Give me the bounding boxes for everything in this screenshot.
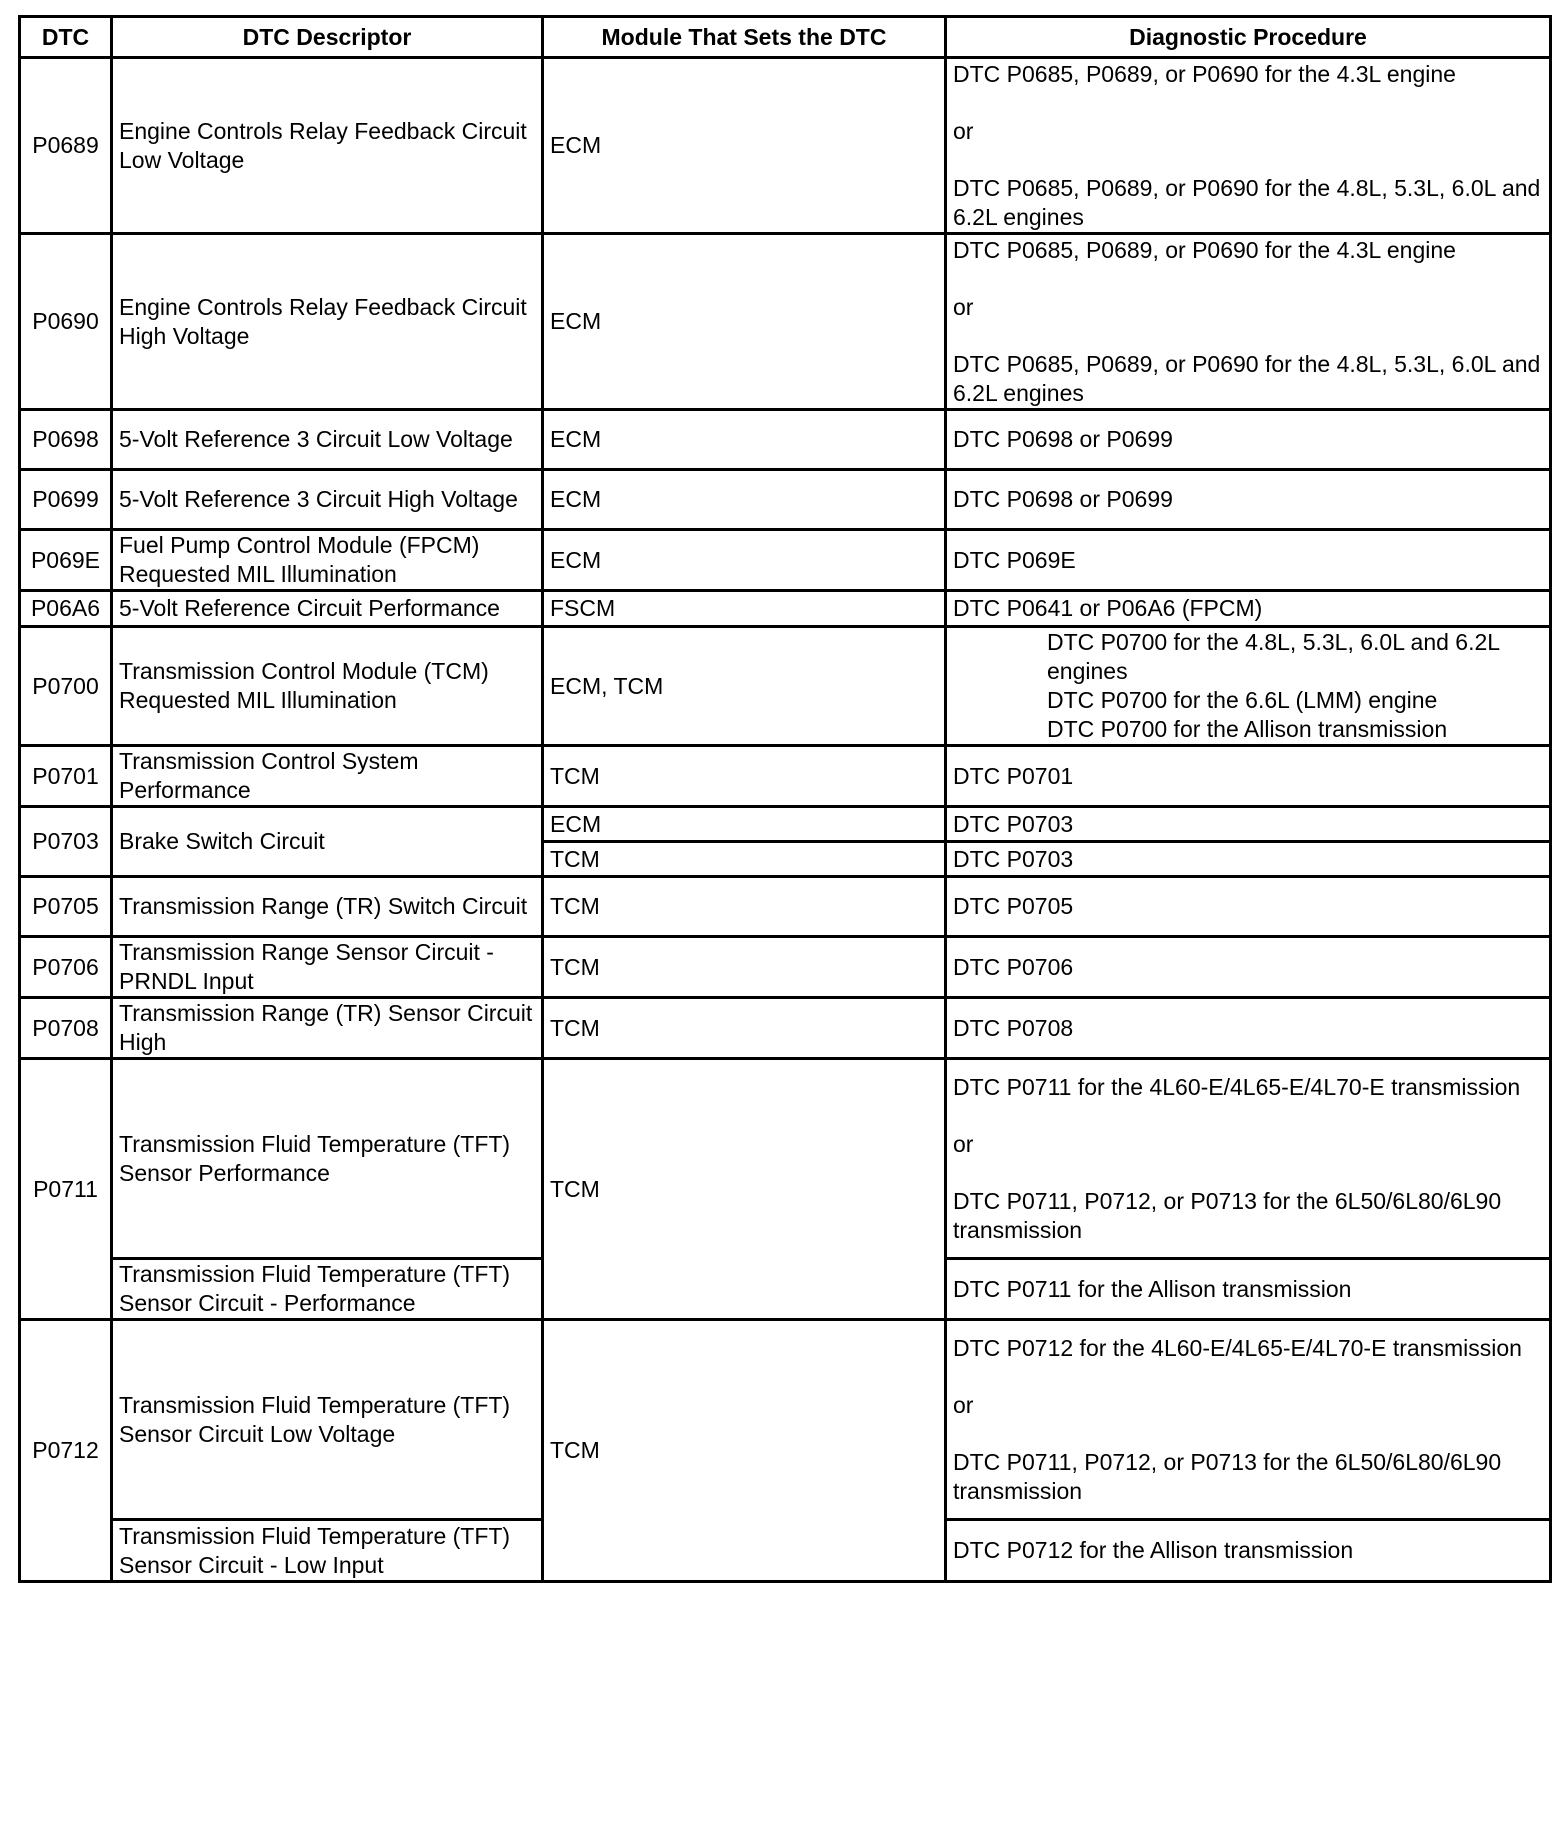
dtc-module: ECM xyxy=(543,470,946,530)
dtc-module: ECM xyxy=(543,58,946,234)
procedure-link[interactable]: DTC P0685, P0689, or P0690 for the 4.8L, 5.3L, 6.0L and 6.2L engines xyxy=(953,174,1541,230)
dtc-descriptor: Transmission Fluid Temperature (TFT) Sensor Circuit - Performance xyxy=(112,1259,543,1320)
header-dtc: DTC xyxy=(20,17,112,58)
dtc-code: P0689 xyxy=(20,58,112,234)
dtc-procedure xyxy=(946,1320,1551,1520)
table-row xyxy=(20,937,1551,998)
table-row xyxy=(20,877,1551,937)
dtc-code: P0699 xyxy=(20,470,112,530)
dtc-descriptor: Brake Switch Circuit xyxy=(112,807,543,877)
dtc-descriptor: Transmission Range (TR) Sensor Circuit High xyxy=(112,998,543,1059)
procedure-link[interactable]: DTC P0701 xyxy=(946,746,1551,807)
dtc-procedure xyxy=(946,58,1551,234)
dtc-descriptor: Transmission Fluid Temperature (TFT) Sensor Circuit - Low Input xyxy=(112,1520,543,1582)
dtc-descriptor: Engine Controls Relay Feedback Circuit High Voltage xyxy=(112,234,543,410)
dtc-module: ECM xyxy=(543,410,946,470)
table-row xyxy=(20,234,1551,410)
procedure-link[interactable]: DTC P0711, P0712, or P0713 for the 6L50/6L80/6L90 transmission xyxy=(953,1187,1502,1243)
dtc-module: ECM xyxy=(543,530,946,591)
dtc-code: P0706 xyxy=(20,937,112,998)
dtc-procedure xyxy=(946,234,1551,410)
table-row xyxy=(20,627,1551,746)
procedure-link[interactable]: DTC P069E xyxy=(946,530,1551,591)
table-row xyxy=(20,530,1551,591)
dtc-code: P0703 xyxy=(20,807,112,877)
procedure-link[interactable]: DTC P0700 for the Allison transmission xyxy=(1047,716,1448,742)
dtc-module: TCM xyxy=(543,877,946,937)
table-row xyxy=(20,410,1551,470)
procedure-or: or xyxy=(953,117,974,144)
dtc-code: P0705 xyxy=(20,877,112,937)
dtc-descriptor: 5-Volt Reference 3 Circuit High Voltage xyxy=(112,470,543,530)
dtc-descriptor: Transmission Control Module (TCM) Requested MIL Illumination xyxy=(112,627,543,746)
procedure-link[interactable]: DTC P0711 for the Allison transmission xyxy=(946,1259,1551,1320)
table-row xyxy=(20,58,1551,234)
dtc-table xyxy=(18,15,1552,1583)
procedure-link[interactable]: DTC P0712 for the Allison transmission xyxy=(946,1520,1551,1582)
table-row xyxy=(20,807,1551,842)
dtc-descriptor: Engine Controls Relay Feedback Circuit Low Voltage xyxy=(112,58,543,234)
dtc-module: TCM xyxy=(543,1059,946,1320)
dtc-module: ECM xyxy=(543,234,946,410)
table-row xyxy=(20,746,1551,807)
procedure-link[interactable]: DTC P0685, P0689, or P0690 for the 4.8L, 5.3L, 6.0L and 6.2L engines xyxy=(953,350,1541,406)
dtc-descriptor: 5-Volt Reference 3 Circuit Low Voltage xyxy=(112,410,543,470)
procedure-link[interactable]: DTC P0685, P0689, or P0690 for the 4.3L engine xyxy=(953,60,1456,87)
dtc-module: FSCM xyxy=(543,591,946,627)
dtc-descriptor: 5-Volt Reference Circuit Performance xyxy=(112,591,543,627)
dtc-code: P0698 xyxy=(20,410,112,470)
table-row xyxy=(20,591,1551,627)
procedure-link[interactable]: DTC P0698 or P0699 xyxy=(946,470,1551,530)
dtc-code: P0712 xyxy=(20,1320,112,1582)
dtc-descriptor: Fuel Pump Control Module (FPCM) Requested MIL Illumination xyxy=(112,530,543,591)
dtc-module: ECM xyxy=(543,807,946,842)
dtc-code: P0701 xyxy=(20,746,112,807)
procedure-link[interactable]: DTC P0706 xyxy=(946,937,1551,998)
procedure-link[interactable]: DTC P0641 or P06A6 (FPCM) xyxy=(946,591,1551,627)
procedure-link[interactable]: DTC P0705 xyxy=(946,877,1551,937)
procedure-or: or xyxy=(953,1391,974,1418)
header-module: Module That Sets the DTC xyxy=(543,17,946,58)
dtc-procedure xyxy=(946,627,1551,746)
dtc-module: TCM xyxy=(543,998,946,1059)
table-row xyxy=(20,1320,1551,1520)
table-row xyxy=(20,470,1551,530)
dtc-module: TCM xyxy=(543,746,946,807)
dtc-module: ECM, TCM xyxy=(543,627,946,746)
header-row xyxy=(20,17,1551,58)
procedure-or: or xyxy=(953,293,974,320)
dtc-descriptor: Transmission Range (TR) Switch Circuit xyxy=(112,877,543,937)
dtc-code: P0690 xyxy=(20,234,112,410)
procedure-link[interactable]: DTC P0703 xyxy=(946,842,1551,877)
dtc-module: TCM xyxy=(543,1320,946,1582)
procedure-link[interactable]: DTC P0712 for the 4L60-E/4L65-E/4L70-E transmission xyxy=(953,1334,1522,1361)
dtc-module: TCM xyxy=(543,842,946,877)
procedure-link[interactable]: DTC P0711, P0712, or P0713 for the 6L50/6L80/6L90 transmission xyxy=(953,1448,1502,1504)
dtc-code: P0700 xyxy=(20,627,112,746)
header-descriptor: DTC Descriptor xyxy=(112,17,543,58)
header-procedure: Diagnostic Procedure xyxy=(946,17,1551,58)
procedure-link[interactable]: DTC P0708 xyxy=(946,998,1551,1059)
procedure-link[interactable]: DTC P0711 for the 4L60-E/4L65-E/4L70-E transmission xyxy=(953,1073,1521,1100)
dtc-code: P06A6 xyxy=(20,591,112,627)
dtc-code: P069E xyxy=(20,530,112,591)
procedure-link[interactable]: DTC P0703 xyxy=(946,807,1551,842)
procedure-link[interactable]: DTC P0700 for the 6.6L (LMM) engine xyxy=(1047,687,1438,713)
dtc-descriptor: Transmission Fluid Temperature (TFT) Sensor Circuit Low Voltage xyxy=(112,1320,543,1520)
procedure-link[interactable]: DTC P0698 or P0699 xyxy=(946,410,1551,470)
procedure-link[interactable]: DTC P0685, P0689, or P0690 for the 4.3L engine xyxy=(953,236,1456,263)
procedure-or: or xyxy=(953,1130,974,1157)
procedure-link[interactable]: DTC P0700 for the 4.8L, 5.3L, 6.0L and 6.2L engines xyxy=(1047,629,1500,684)
dtc-code: P0711 xyxy=(20,1059,112,1320)
table-row xyxy=(20,998,1551,1059)
dtc-descriptor: Transmission Fluid Temperature (TFT) Sensor Performance xyxy=(112,1059,543,1259)
dtc-module: TCM xyxy=(543,937,946,998)
dtc-descriptor: Transmission Range Sensor Circuit - PRNDL Input xyxy=(112,937,543,998)
dtc-descriptor: Transmission Control System Performance xyxy=(112,746,543,807)
table-row xyxy=(20,1059,1551,1259)
dtc-code: P0708 xyxy=(20,998,112,1059)
dtc-procedure xyxy=(946,1059,1551,1259)
